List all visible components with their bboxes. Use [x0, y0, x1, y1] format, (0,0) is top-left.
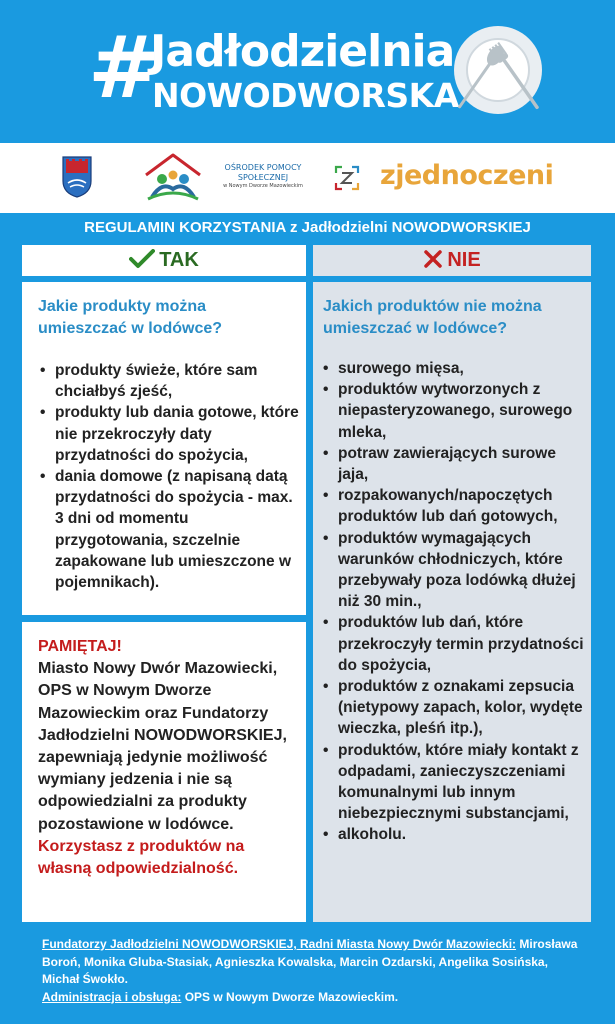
hashtag-symbol: # [88, 18, 161, 118]
list-item: • potraw zawierających surowe jaja, [323, 443, 587, 485]
checkmark-icon [129, 249, 155, 269]
header-banner [0, 0, 615, 143]
list-item: • dania domowe (z napisaną datą przydatności do spożycia - max. 3 dni od momentu przygotowania, szczelnie zapakowane lub umieszczone w pojemnikach). [40, 466, 302, 593]
nie-question: Jakich produktów nie można umieszczać w lodówce? [323, 298, 542, 337]
remember-heading: PAMIĘTAJ! [38, 638, 122, 655]
admin-value: OPS w Nowym Dworze Mazowieckim. [184, 989, 399, 1004]
founders-label: Fundatorzy Jadłodzielni NOWODWORSKIEJ, Radni Miasta Nowy Dwór Mazowiecki: [42, 937, 517, 951]
list-item: • produktów lub dań, które przekroczyły termin przydatności do spożycia, [323, 612, 587, 676]
zjednoczeni-wordmark: zjednoczeni [380, 160, 554, 191]
remember-emphasis: Korzystasz z produktów na własną odpowiedzialność. [38, 837, 245, 878]
tak-question: Jakie produkty można umieszczać w lodówce? [38, 298, 223, 337]
tak-label: TAK [159, 249, 199, 271]
regulamin-title: REGULAMIN KORZYSTANIA z Jadłodzielni NOWODWORSKIEJ [84, 219, 531, 236]
remember-text [38, 636, 300, 880]
title-nowodworska: NOWODWORSKA [152, 76, 459, 115]
list-item: • produktów z oznakami zepsucia (nietypowy zapach, kolor, wydęte wieczka, pleśń itp.), [323, 676, 587, 740]
ops-line3: w Nowym Dworze Mazowieckim [223, 183, 303, 189]
ops-line1: OŚRODEK POMOCY [224, 163, 302, 172]
footer-credits [42, 936, 582, 1006]
title-jadlodzielnia: Jadłodzielnia [150, 26, 455, 77]
nie-list [323, 358, 587, 846]
list-item: • produkty lub dania gotowe, które nie przekroczyły daty przydatności do spożycia, [40, 402, 302, 466]
list-item: • produkty świeże, które sam chciałbyś zjeść, [40, 360, 302, 402]
tak-list [40, 360, 302, 593]
nie-label: NIE [447, 249, 481, 271]
tak-header [22, 245, 306, 276]
remember-panel [22, 622, 306, 922]
nie-panel [313, 282, 591, 922]
list-item: • produktów wytworzonych z niepasteryzowanego, surowego mleka, [323, 379, 587, 443]
zjednoczeni-logo-icon [334, 165, 360, 191]
list-item: • rozpakowanych/napoczętych produktów lub dań gotowych, [323, 485, 587, 527]
ops-line2: SPOŁECZNEJ [237, 173, 289, 182]
list-item: • produktów, które miały kontakt z odpadami, zanieczyszczeniami komunalnymi lub innym niebezpiecznymi substancjami, [323, 740, 587, 825]
ops-logo-text [198, 163, 328, 190]
founders-names: Mirosława Boroń, Monika Gluba-Stasiak, Agnieszka Kowalska, Marcin Ozdarski, Angelika Sosińska, Michał Śwokło. [42, 937, 578, 986]
cross-icon [423, 249, 443, 269]
nie-header [313, 245, 591, 276]
tak-panel [22, 282, 306, 615]
list-item: • alkoholu. [323, 824, 587, 845]
list-item: • surowego mięsa, [323, 358, 587, 379]
plate-fork-spoon-icon [448, 22, 548, 134]
ops-house-logo-icon [140, 151, 206, 203]
coat-of-arms-icon [60, 153, 94, 199]
admin-label: Administracja i obsługa: [42, 989, 182, 1004]
remember-body: Miasto Nowy Dwór Mazowiecki, OPS w Nowym Dworze Mazowieckim oraz Fundatorzy Jadłodzielni NOWODWORSKIEJ, zapewniają jedynie możliwość wymiany jedzenia i nie są odpowiedzialni za produkty pozostawione w lodówce. [38, 660, 287, 833]
logo-strip [0, 143, 615, 213]
list-item: • produktów wymagających warunków chłodniczych, które przebywały poza lodówką dłużej niż 30 min., [323, 528, 587, 613]
